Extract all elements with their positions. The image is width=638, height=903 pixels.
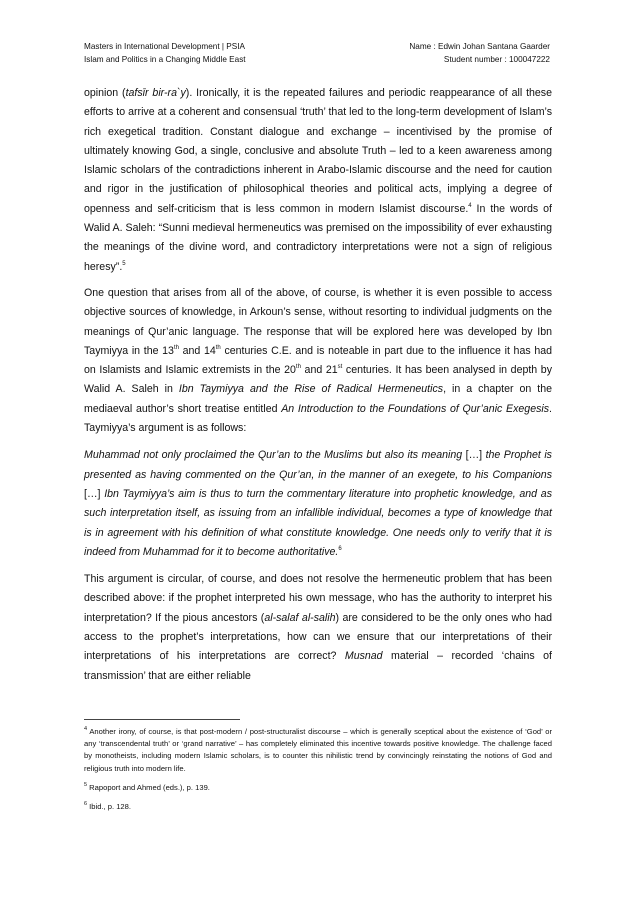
footnote-4: [84, 726, 552, 775]
text-run: material – recorded ‘chains of transmission’ that are either reliable: [84, 650, 552, 682]
italic-term: al-salaf al-salih: [264, 611, 336, 624]
paragraph-3: [84, 570, 552, 686]
footnote-text: Another irony, of course, is that post-modern / post-structuralist discourse – which is generally sceptical about the existence of ‘God’ or any ‘transcendental truth’ or ‘grand narrative’ – has completely eliminated this incentive towards positive knowledge. The challenge faced by monotheists, including modern Islamic scholars, is to counter this nihilistic trend by convincingly reinstating the notions of God and religious truth into modern life.: [84, 727, 552, 773]
ordinal-suffix: th: [173, 344, 179, 351]
header-course: Masters in International Development | PSIA: [84, 42, 245, 51]
text-run: In the words of Walid A. Saleh: “Sunni medieval hermeneutics was premised on the impossibility of ever exhausting the meanings of the divine word, and contradictory interpretations were not a sign of religious heresy”.: [84, 202, 552, 273]
footnote-separator: [84, 719, 240, 720]
footnote-text: Rapoport and Ahmed (eds.), p. 139.: [87, 782, 210, 792]
footnote-ref-5[interactable]: 5: [122, 260, 126, 267]
text-run: and 14: [178, 344, 216, 357]
quote-run: Muhammad not only proclaimed the Qur’an to the Muslims but also its meaning: [84, 449, 463, 462]
italic-term: tafsīr bir-ra`y: [125, 87, 186, 99]
text-run: . Taymiyya’s argument is as follows:: [84, 402, 552, 435]
text-run: ) are considered to be the only ones who had access to the prophet’s interpretations, how can we ensure that our interpretations of their interpretations of his interpretations are correct?: [84, 611, 553, 663]
text-run: This argument is circular, of course, and does not resolve the hermeneutic problem that has been described above: if the prophet interpreted his own message, who has the authority to interpret his interpretation? If the pious ancestors (: [84, 573, 552, 624]
text-run: centuries C.E. and is noteable in part due to the influence it has had on Islamists and Islamic extremists in the 20: [84, 344, 552, 377]
header-module: Islam and Politics in a Changing Middle East: [84, 55, 246, 64]
text-run: and 21: [300, 364, 338, 377]
footnote-number: 6: [84, 801, 88, 808]
footnote-ref-6[interactable]: 6: [338, 545, 342, 552]
text-run: , in a chapter on the mediaeval author’s short treatise entitled: [84, 383, 553, 415]
footnote-text: Ibid., p. 128.: [87, 802, 131, 812]
italic-term: Musnad: [344, 650, 383, 663]
text-run: centuries. It has been analysed in depth by Walid A. Saleh in: [84, 364, 552, 396]
footnote-6: [84, 801, 552, 813]
ellipsis: […]: [84, 487, 105, 500]
footnote-5: [84, 782, 552, 794]
footnote-number: 5: [84, 781, 88, 788]
text-run: One question that arises from all of the above, of course, is whether it is even possible to access objective sources of knowledge, in Arkoun’s sense, without resorting to individual judgments on the meanings of Qur’anic language. The response that will be explored here was developed by Ibn Taymiyya in the 13: [84, 286, 552, 357]
ordinal-suffix: th: [215, 344, 221, 351]
header-student-name: Name : Edwin Johan Santana Gaarder: [409, 42, 550, 51]
block-quote: [84, 446, 552, 562]
page-header: [84, 40, 552, 68]
italic-title: Ibn Taymiyya and the Rise of Radical Hermeneutics: [178, 383, 444, 396]
italic-title: An Introduction to the Foundations of Qur’anic Exegesis: [281, 402, 550, 415]
paragraph-1: [84, 84, 552, 277]
footnotes: [84, 726, 552, 820]
body-text: [84, 84, 552, 694]
quote-run: the Prophet is presented as having commented on the Qur’an, in the manner of an exegete, to his Companions: [84, 449, 552, 481]
ellipsis: […]: [462, 449, 486, 462]
quote-run: Ibn Taymiyya’s aim is thus to turn the commentary literature into prophetic knowledge, and as such interpretation itself, as issuing from an infallible individual, becomes a type of knowledge that is in agreement with his definition of what constitute knowledge. One needs only to verify that it is indeed from Muhammad for it to become authoritative.: [84, 487, 552, 558]
ordinal-suffix: th: [295, 364, 301, 371]
header-student-number: Student number : 100047222: [443, 55, 550, 64]
footnote-ref-4[interactable]: 4: [468, 202, 472, 209]
text-run: ). Ironically, it is the repeated failures and periodic reappearance of all these efforts to arrive at a coherent and consensual ‘truth’ that led to the long-term development of Islam’s rich exegetical tradition. Constant dialogue and exchange – incentivised by the promise of ultimately knowing God, a single, conclusive and absolute Truth – led to a keen awareness among Islamic scholars of the contradictions inherent in Arabo-Islamic discourse and the need for caution and rigor in the justification of philosophical theories and political acts, implying a degree of openness and self-criticism that is less common in modern Islamist discourse.: [84, 87, 552, 215]
ordinal-suffix: st: [337, 364, 343, 371]
paragraph-2: [84, 284, 552, 438]
footnote-number: 4: [84, 726, 88, 732]
text-run: opinion (: [84, 87, 126, 99]
header-right: [409, 40, 550, 66]
header-left: [84, 40, 246, 66]
